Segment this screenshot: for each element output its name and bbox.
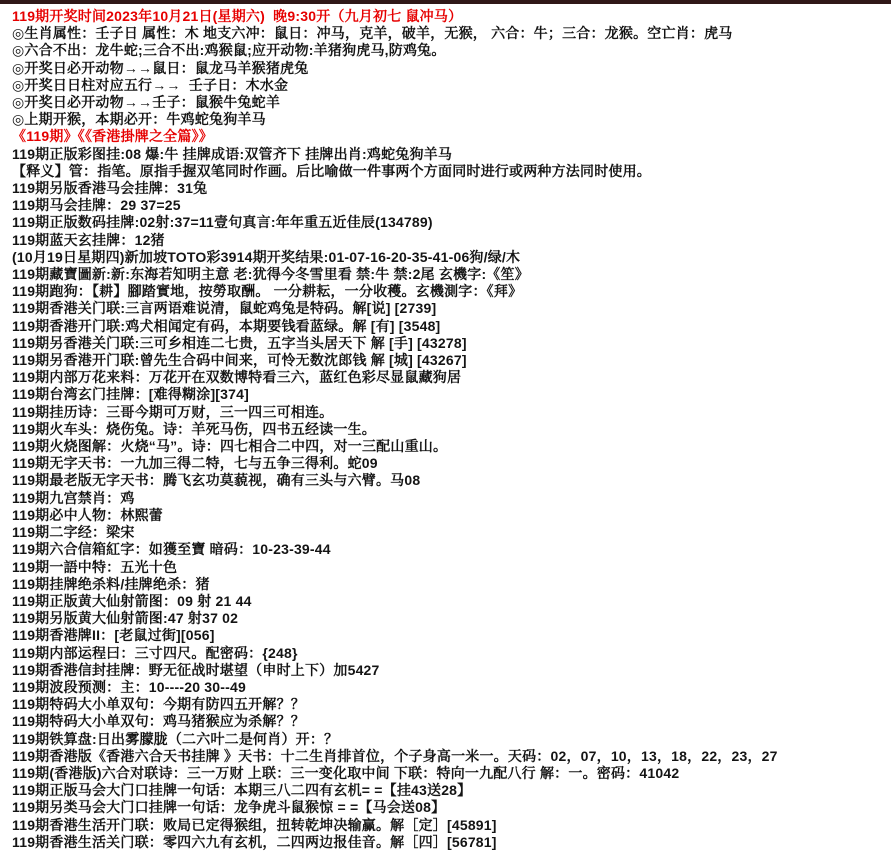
heading-line: 119期开奖时间2023年10月21日(星期六) 晚9:30开（九月初七 鼠冲马） (12, 8, 463, 24)
text-line: 119期正版彩图挂:08 爆:牛 挂牌成语:双管齐下 挂牌出肖:鸡蛇兔狗羊马 (12, 145, 453, 162)
text-line: 119期正版黄大仙射箭图：09 射 21 44 (12, 592, 252, 609)
text-line: 119期香港生活关门联：零四六九有玄机，二四两边报佳音。解［四］[56781] (12, 833, 497, 850)
text-line: 119期挂历诗：三哥今期可万财，三一四三可相连。 (12, 403, 334, 420)
text-line: 119期藏寶圖新:新:东海若知明主意 老:犹得今冬雪里看 禁:牛 禁:2尾 玄機字:《笙》 (12, 266, 529, 283)
text-line: 119期无字天书：一九加三得二特，七与五争三得利。蛇09 (12, 455, 378, 472)
text-line: 119期六合信箱紅字：如獲至寶 暗码：10-23-39-44 (12, 541, 331, 558)
text-line: 119期另版香港马会挂牌：31兔 (12, 180, 208, 197)
text-line: ◎生肖属性：壬子日 属性：木 地支六冲：鼠日：冲马，克羊，破羊，无猴， 六合：牛；三合：龙猴。空亡肖：虎马 (12, 25, 733, 42)
text-line: 119期特码大小单双句：鸡马猪猴应为杀解？？ (12, 713, 305, 730)
text-line: 119期蓝天玄挂牌：12猪 (12, 231, 165, 248)
text-line: 119期另香港关门联:三可乡相连二七贵，五字当头居天下 解 [手] [43278] (12, 334, 467, 351)
text-line: 119期铁算盘:日出雾朦胧（二六叶二是何肖）开：？ (12, 730, 339, 747)
text-line: ◎六合不出：龙牛蛇;三合不出:鸡猴鼠;应开动物:羊猪狗虎马,防鸡兔。 (12, 42, 446, 59)
text-line: 119期(香港版)六合对联诗：三一万财 上联：三一变化取中间 下联：特向一九配八行 解：一。密码：41042 (12, 764, 680, 781)
heading-line: 《119期》《《香港掛牌之全篇》》 (12, 128, 213, 145)
text-line: 119期一語中特：五光十色 (12, 558, 178, 575)
text-line: 119期正版数码挂牌:02射:37=11壹句真言:年年重五近佳辰(134789) (12, 214, 433, 231)
text-line: 119期香港关门联:三言两语难说清，鼠蛇鸡兔是特码。解[说] [2739] (12, 300, 437, 317)
text-line: 119期马会挂牌：29 37=25 (12, 197, 181, 214)
text-line: ◎开奖日必开动物→→鼠日：鼠龙马羊猴猪虎兔 (12, 59, 309, 76)
text-line: 119期香港版《香港六合天书挂牌 》天书：十二生肖排首位，个子身高一米一。天码：02，07，10，13，18，22，23，27 (12, 747, 778, 764)
text-line: 119期台湾玄门挂牌：[难得糊涂][374] (12, 386, 249, 403)
text-line: 119期正版马会大门口挂牌一句话：本期三八二四有玄机= =【挂43送28】 (12, 782, 472, 799)
text-line: 119期火烧图解：火烧“马”。诗：四七相合二中四，对一三配山重山。 (12, 438, 448, 455)
text-line: 119期最老版无字天书：腾飞玄功莫藐视，确有三头与六臂。马08 (12, 472, 421, 489)
text-line: 119期九宫禁肖：鸡 (12, 489, 135, 506)
text-line: 119期内部运程曰：三寸四尺。配密码：{248} (12, 644, 298, 661)
text-line: 119期另香港开门联:曾先生合码中间来，可怜无数沈郎钱 解 [城] [43267] (12, 352, 467, 369)
text-line: 119期挂牌绝杀料/挂牌绝杀：猪 (12, 575, 210, 592)
text-line: (10月19日星期四)新加坡TOTO彩3914期开奖结果:01-07-16-20-35-41-06狗/绿/木 (12, 248, 521, 265)
text-line: 119期二字经：梁宋 (12, 524, 135, 541)
text-line: 119期内部万花来料：万花开在双数博特看三六，蓝红色彩尽显鼠藏狗居 (12, 369, 462, 386)
lottery-tip-sheet (0, 4, 891, 851)
text-line: 119期香港牌II：[老鼠过街][056] (12, 627, 215, 644)
text-line: 119期火车头：烧伤兔。诗：羊死马伤，四书五经读一生。 (12, 420, 376, 437)
text-line: ◎开奖日日柱对应五行→→ 壬子日：木水金 (12, 76, 289, 93)
text-line: 119期跑狗：【耕】腳踏實地，按勞取酬。 一分耕耘，一分收穫。玄機測字：《拜》 (12, 283, 523, 300)
text-line: 119期香港生活开门联：败局已定得猴组，扭转乾坤决输赢。解［定］[45891] (12, 816, 497, 833)
text-line: 119期特码大小单双句：今期有防四五开解？？ (12, 696, 305, 713)
text-line: 119期另类马会大门口挂牌一句话：龙争虎斗鼠猴惊 = =【马会送08】 (12, 799, 446, 816)
text-line: 【释义】管：指笔。原指手握双笔同时作画。后比喻做一件事两个方面同时进行或两种方法同时使用。 (12, 162, 651, 179)
text-line: 119期另版黄大仙射箭图:47 射37 02 (12, 610, 239, 627)
text-line: 119期波段预测：主：10----20 30--49 (12, 678, 246, 695)
text-lines-container (12, 8, 891, 851)
text-line: ◎开奖日必开动物→→壬子：鼠猴牛兔蛇羊 (12, 94, 281, 111)
text-line: 119期香港开门联:鸡犬相闻定有码，本期要钱看蓝绿。解 [有] [3548] (12, 317, 441, 334)
text-line: ◎上期开猴，本期必开：牛鸡蛇兔狗羊马 (12, 111, 266, 128)
text-line: 119期必中人物：林熙蕾 (12, 506, 163, 523)
text-line: 119期香港信封挂牌：野无征战时堪望（申时上下）加5427 (12, 661, 380, 678)
